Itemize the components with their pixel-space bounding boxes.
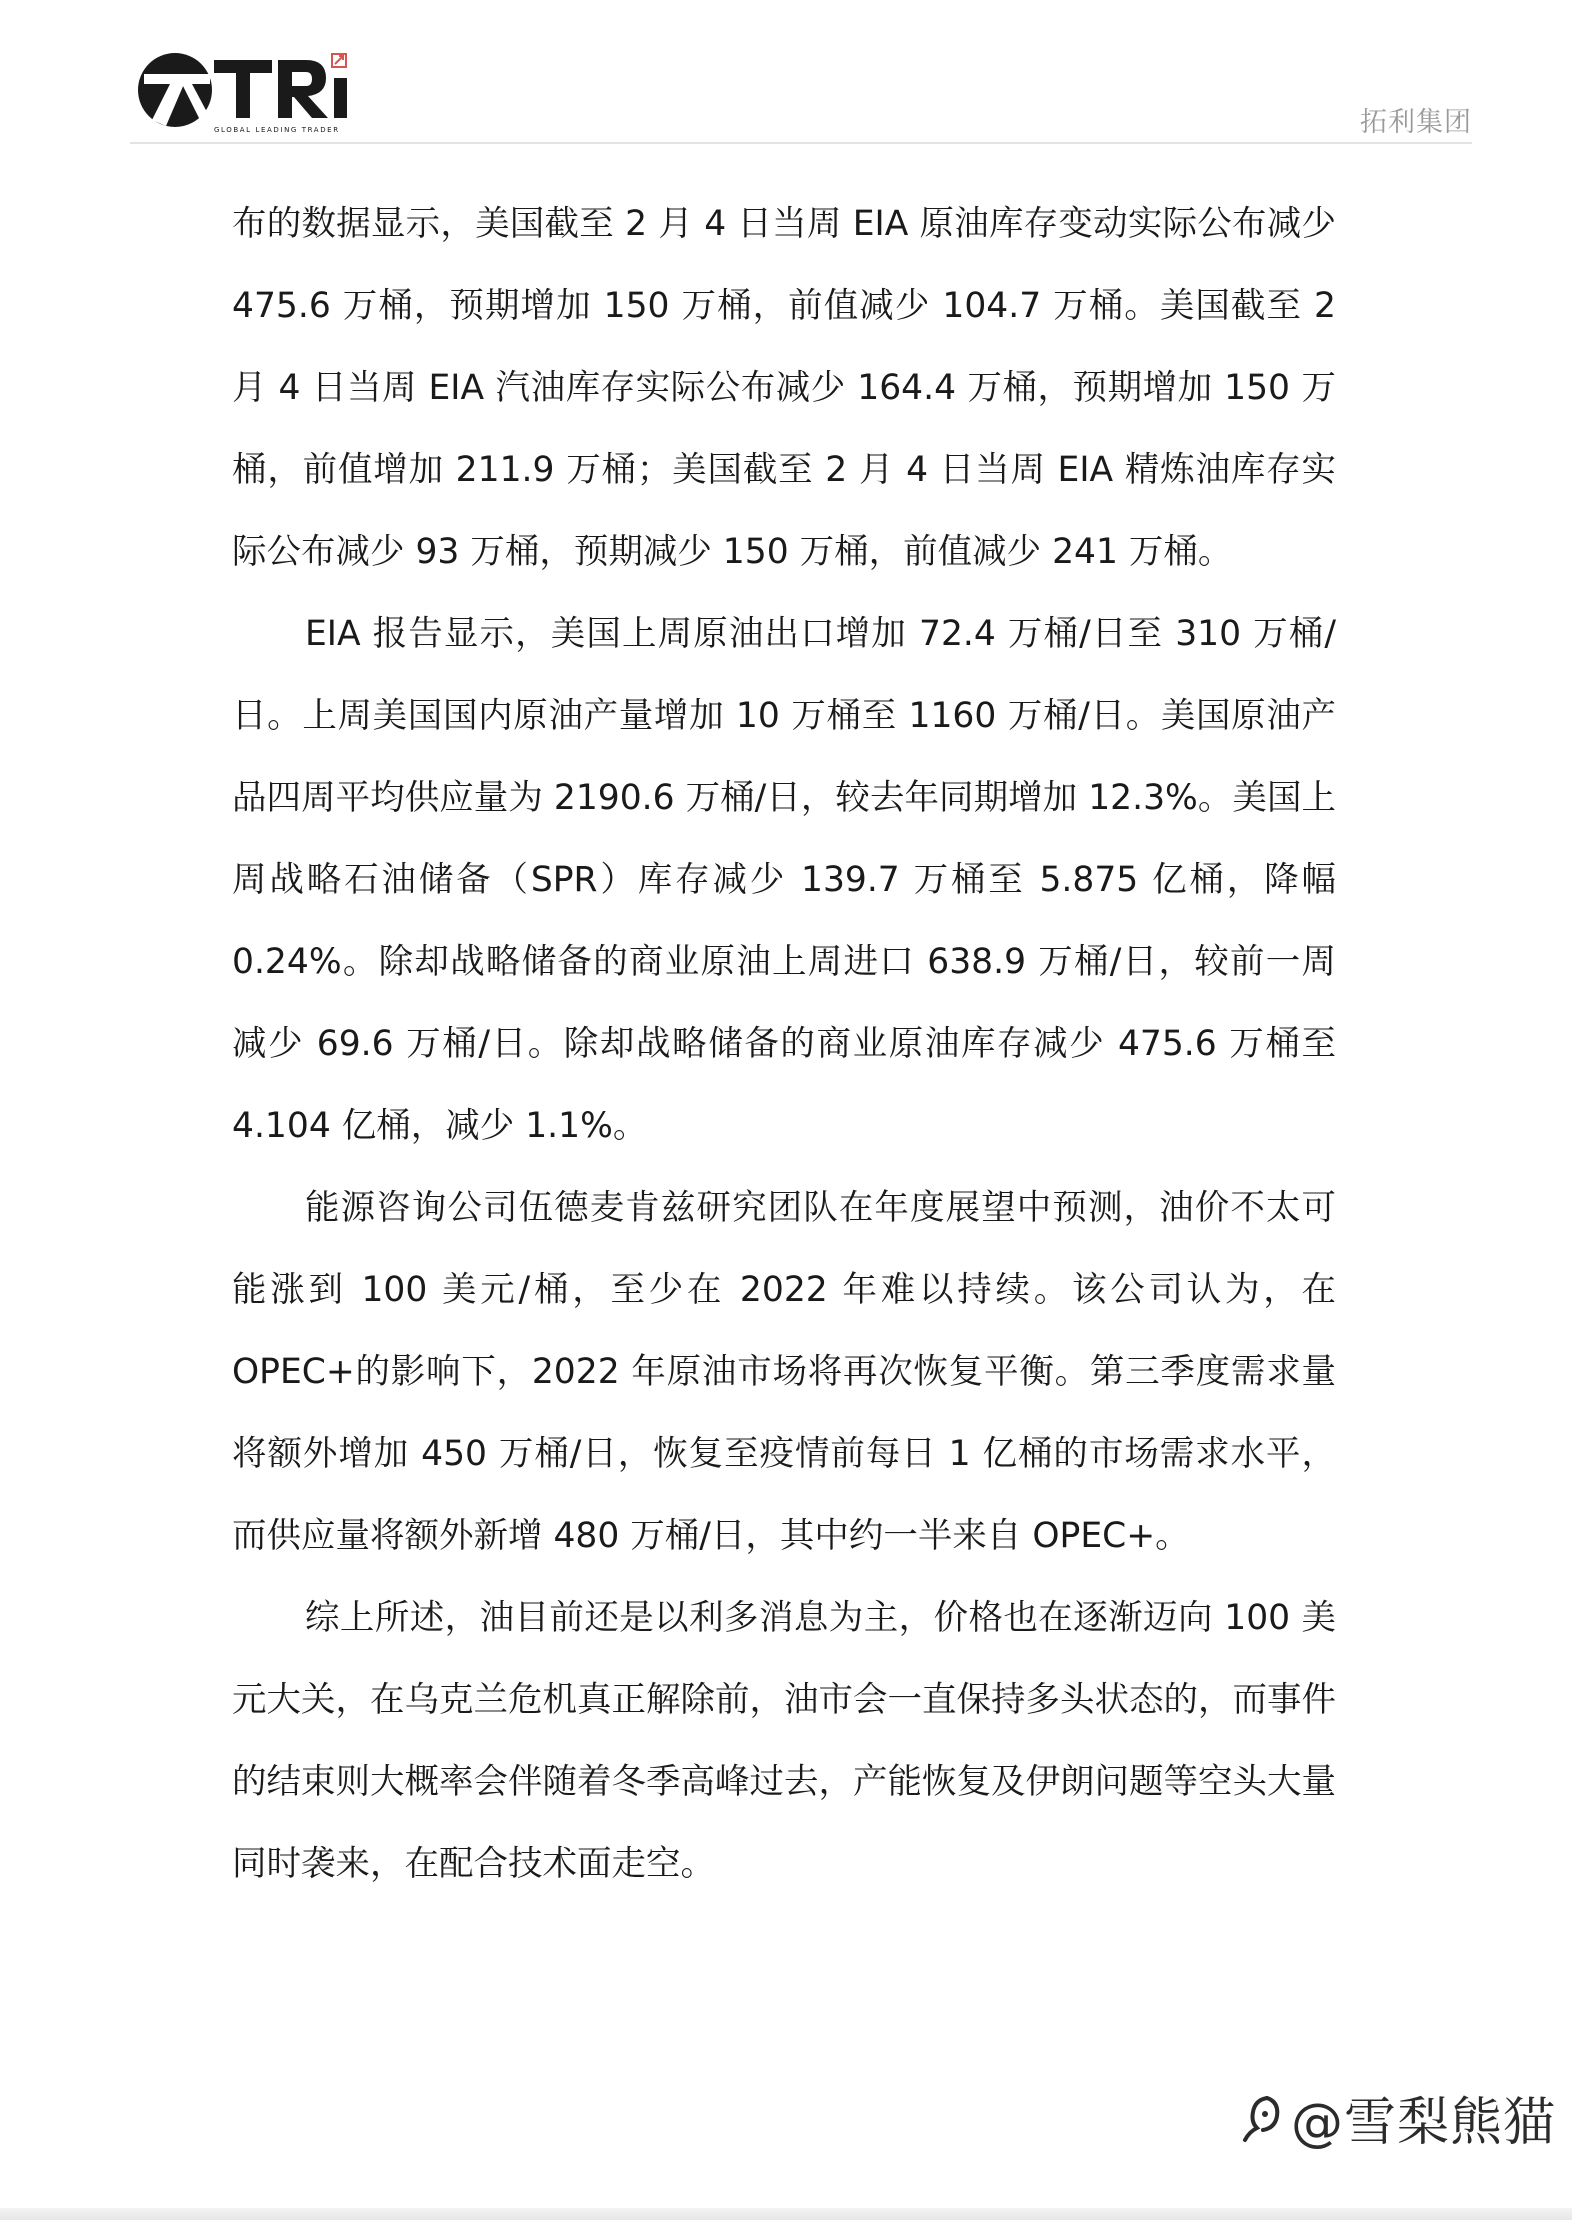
- page-header: [130, 40, 1472, 144]
- logo-tagline: GLOBAL LEADING TRADER: [214, 126, 340, 134]
- company-name: 拓利集团: [1360, 107, 1472, 138]
- paragraph-wood-mackenzie: 能源咨询公司伍德麦肯兹研究团队在年度展望中预测，油价不太可能涨到 100 美元/桶，至少在 2022 年难以持续。该公司认为，在 OPEC+的影响下，2022 年原油市场将再次恢复平衡。第三季度需求量将额外增加 450 万桶/日，恢复至疫情前每日 1 亿桶的市场需求水平，而供应量将额外新增 480 万桶/日，其中约一半来自 OPEC+。: [232, 1188, 1336, 1556]
- watermark-text: @雪梨熊猫: [1290, 2093, 1556, 2153]
- watermark: [1237, 2080, 1556, 2155]
- paragraph-summary: 综上所述，油目前还是以利多消息为主，价格也在逐渐迈向 100 美元大关，在乌克兰危机真正解除前，油市会一直保持多头状态的，而事件的结束则大概率会伴随着冬季高峰过去，产能恢复及伊朗问题等空头大量同时袭来，在配合技术面走空。: [232, 1598, 1336, 1884]
- header-divider: [130, 142, 1472, 144]
- paragraph-eia-report: EIA 报告显示，美国上周原油出口增加 72.4 万桶/日至 310 万桶/日。上周美国国内原油产量增加 10 万桶至 1160 万桶/日。美国原油产品四周平均供应量为 2190.6 万桶/日，较去年同期增加 12.3%。美国上周战略石油储备（SPR）库存减少 139.7 万桶至 5.875 亿桶，降幅 0.24%。除却战略储备的商业原油上周进口 638.9 万桶/日，较前一周减少 69.6 万桶/日。除却战略储备的商业原油库存减少 475.6 万桶至 4.104 亿桶，减少 1.1%。: [232, 614, 1336, 1146]
- xueqiu-logo-icon: [1237, 2092, 1285, 2144]
- paragraph-eia-inventory: 布的数据显示，美国截至 2 月 4 日当周 EIA 原油库存变动实际公布减少 475.6 万桶，预期增加 150 万桶，前值减少 104.7 万桶。美国截至 2 月 4 日当周 EIA 汽油库存实际公布减少 164.4 万桶，预期增加 150 万桶，前值增加 211.9 万桶；美国截至 2 月 4 日当周 EIA 精炼油库存实际公布减少 93 万桶，预期减少 150 万桶，前值减少 241 万桶。: [232, 204, 1336, 572]
- tri-logo: [130, 40, 370, 136]
- page-bottom-edge: [0, 2208, 1572, 2220]
- article-body: [232, 183, 1336, 1905]
